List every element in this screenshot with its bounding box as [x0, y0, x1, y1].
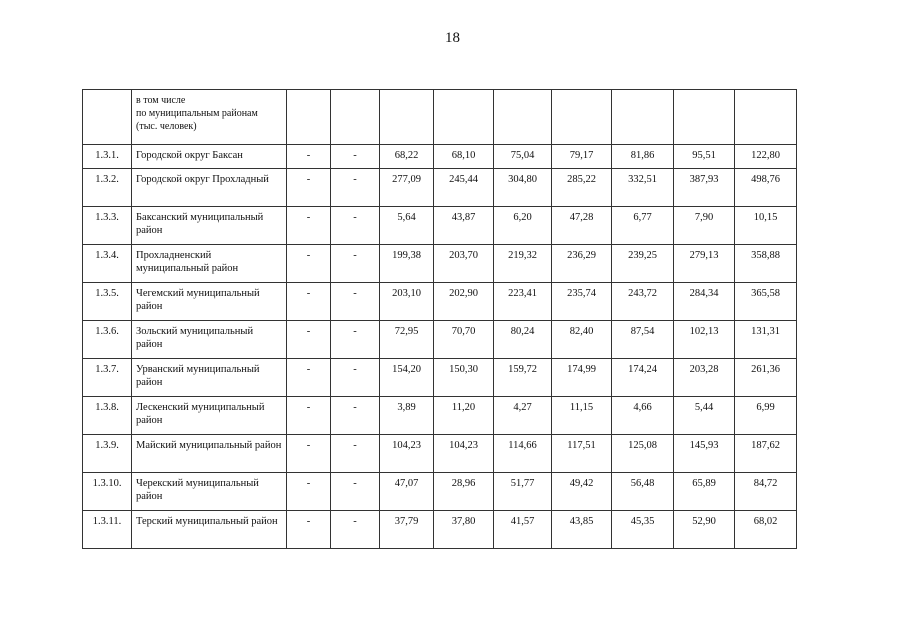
- row-value-cell: 261,36: [735, 359, 797, 397]
- row-value-cell: 122,80: [735, 145, 797, 169]
- row-value-cell: 11,15: [552, 397, 612, 435]
- table-row: [83, 283, 797, 321]
- row-value-cell: 203,28: [674, 359, 735, 397]
- row-value-cell: 84,72: [735, 473, 797, 511]
- row-value-cell: 87,54: [612, 321, 674, 359]
- row-index-cell: 1.3.10.: [83, 473, 132, 511]
- row-value-cell: 43,87: [434, 207, 494, 245]
- row-name-cell: Лескенский муниципальный район: [132, 397, 287, 435]
- table-row: [83, 207, 797, 245]
- row-value-cell: 174,24: [612, 359, 674, 397]
- table-row: [83, 359, 797, 397]
- row-value-cell: 6,99: [735, 397, 797, 435]
- row-name-cell: Майский муниципальный район: [132, 435, 287, 473]
- row-index-cell: 1.3.11.: [83, 511, 132, 549]
- row-value-cell: 187,62: [735, 435, 797, 473]
- row-value-cell: 202,90: [434, 283, 494, 321]
- row-dash-cell: -: [331, 359, 380, 397]
- header-empty-cell: [552, 90, 612, 145]
- row-value-cell: 203,70: [434, 245, 494, 283]
- row-value-cell: 68,02: [735, 511, 797, 549]
- row-value-cell: 6,77: [612, 207, 674, 245]
- row-value-cell: 47,28: [552, 207, 612, 245]
- row-dash-cell: -: [287, 435, 331, 473]
- row-dash-cell: -: [287, 397, 331, 435]
- row-dash-cell: -: [331, 245, 380, 283]
- row-value-cell: 104,23: [380, 435, 434, 473]
- row-value-cell: 5,64: [380, 207, 434, 245]
- row-index-cell: 1.3.1.: [83, 145, 132, 169]
- row-value-cell: 174,99: [552, 359, 612, 397]
- row-value-cell: 104,23: [434, 435, 494, 473]
- row-value-cell: 68,22: [380, 145, 434, 169]
- row-value-cell: 72,95: [380, 321, 434, 359]
- table-row: [83, 245, 797, 283]
- row-value-cell: 81,86: [612, 145, 674, 169]
- row-value-cell: 285,22: [552, 169, 612, 207]
- header-line: по муниципальным районам: [136, 108, 258, 119]
- row-name-cell: Черекский муниципальный район: [132, 473, 287, 511]
- table-row: [83, 435, 797, 473]
- header-empty-cell: [612, 90, 674, 145]
- row-index-cell: 1.3.8.: [83, 397, 132, 435]
- row-value-cell: 75,04: [494, 145, 552, 169]
- row-index-cell: 1.3.3.: [83, 207, 132, 245]
- row-dash-cell: -: [287, 321, 331, 359]
- table-row: [83, 145, 797, 169]
- table-row: [83, 511, 797, 549]
- row-dash-cell: -: [331, 207, 380, 245]
- header-label-cell: [132, 90, 287, 145]
- table-row: [83, 473, 797, 511]
- row-name-cell: Урванский муниципальный район: [132, 359, 287, 397]
- table-row: [83, 169, 797, 207]
- row-value-cell: 4,66: [612, 397, 674, 435]
- row-dash-cell: -: [331, 435, 380, 473]
- row-value-cell: 358,88: [735, 245, 797, 283]
- row-value-cell: 82,40: [552, 321, 612, 359]
- header-index-cell: [83, 90, 132, 145]
- row-dash-cell: -: [287, 359, 331, 397]
- row-dash-cell: -: [287, 245, 331, 283]
- row-dash-cell: -: [331, 169, 380, 207]
- table-row: [83, 321, 797, 359]
- row-value-cell: 387,93: [674, 169, 735, 207]
- row-name-cell: Терский муниципальный район: [132, 511, 287, 549]
- row-value-cell: 80,24: [494, 321, 552, 359]
- row-name-cell: Чегемский муниципальный район: [132, 283, 287, 321]
- row-dash-cell: -: [287, 283, 331, 321]
- header-empty-cell: [331, 90, 380, 145]
- page-number: 18: [445, 30, 460, 46]
- row-value-cell: 28,96: [434, 473, 494, 511]
- row-value-cell: 117,51: [552, 435, 612, 473]
- row-value-cell: 203,10: [380, 283, 434, 321]
- row-value-cell: 68,10: [434, 145, 494, 169]
- row-value-cell: 304,80: [494, 169, 552, 207]
- row-value-cell: 11,20: [434, 397, 494, 435]
- row-index-cell: 1.3.6.: [83, 321, 132, 359]
- row-value-cell: 243,72: [612, 283, 674, 321]
- row-value-cell: 279,13: [674, 245, 735, 283]
- row-value-cell: 131,31: [735, 321, 797, 359]
- row-value-cell: 125,08: [612, 435, 674, 473]
- data-table: [82, 89, 797, 549]
- row-value-cell: 70,70: [434, 321, 494, 359]
- row-value-cell: 365,58: [735, 283, 797, 321]
- row-index-cell: 1.3.4.: [83, 245, 132, 283]
- row-value-cell: 51,77: [494, 473, 552, 511]
- row-name-cell: Прохладненский муниципальный район: [132, 245, 287, 283]
- table-body: [83, 90, 797, 549]
- row-value-cell: 223,41: [494, 283, 552, 321]
- row-value-cell: 199,38: [380, 245, 434, 283]
- row-value-cell: 41,57: [494, 511, 552, 549]
- row-dash-cell: -: [331, 145, 380, 169]
- row-index-cell: 1.3.5.: [83, 283, 132, 321]
- row-name-cell: Зольский муниципальный район: [132, 321, 287, 359]
- header-empty-cell: [434, 90, 494, 145]
- row-value-cell: 52,90: [674, 511, 735, 549]
- row-dash-cell: -: [287, 207, 331, 245]
- row-dash-cell: -: [331, 283, 380, 321]
- row-value-cell: 235,74: [552, 283, 612, 321]
- row-dash-cell: -: [287, 473, 331, 511]
- row-name-cell: Городской округ Баксан: [132, 145, 287, 169]
- row-value-cell: 10,15: [735, 207, 797, 245]
- row-value-cell: 114,66: [494, 435, 552, 473]
- row-value-cell: 56,48: [612, 473, 674, 511]
- row-value-cell: 277,09: [380, 169, 434, 207]
- header-row: [83, 90, 797, 145]
- row-dash-cell: -: [331, 473, 380, 511]
- row-name-cell: Городской округ Прохладный: [132, 169, 287, 207]
- row-value-cell: 6,20: [494, 207, 552, 245]
- row-value-cell: 145,93: [674, 435, 735, 473]
- header-empty-cell: [287, 90, 331, 145]
- row-value-cell: 245,44: [434, 169, 494, 207]
- header-line: в том числе: [136, 95, 186, 106]
- row-value-cell: 37,79: [380, 511, 434, 549]
- row-value-cell: 49,42: [552, 473, 612, 511]
- row-value-cell: 79,17: [552, 145, 612, 169]
- row-dash-cell: -: [287, 145, 331, 169]
- row-index-cell: 1.3.7.: [83, 359, 132, 397]
- row-value-cell: 284,34: [674, 283, 735, 321]
- row-value-cell: 154,20: [380, 359, 434, 397]
- row-dash-cell: -: [331, 321, 380, 359]
- row-value-cell: 498,76: [735, 169, 797, 207]
- row-value-cell: 102,13: [674, 321, 735, 359]
- row-value-cell: 219,32: [494, 245, 552, 283]
- header-empty-cell: [735, 90, 797, 145]
- row-value-cell: 43,85: [552, 511, 612, 549]
- row-dash-cell: -: [331, 397, 380, 435]
- table-row: [83, 397, 797, 435]
- row-name-cell: Баксанский муниципальный район: [132, 207, 287, 245]
- row-value-cell: 47,07: [380, 473, 434, 511]
- row-value-cell: 150,30: [434, 359, 494, 397]
- row-value-cell: 65,89: [674, 473, 735, 511]
- row-value-cell: 37,80: [434, 511, 494, 549]
- header-empty-cell: [674, 90, 735, 145]
- row-dash-cell: -: [287, 511, 331, 549]
- row-value-cell: 5,44: [674, 397, 735, 435]
- header-empty-cell: [494, 90, 552, 145]
- row-dash-cell: -: [287, 169, 331, 207]
- row-value-cell: 3,89: [380, 397, 434, 435]
- row-value-cell: 159,72: [494, 359, 552, 397]
- row-value-cell: 95,51: [674, 145, 735, 169]
- row-value-cell: 332,51: [612, 169, 674, 207]
- row-value-cell: 7,90: [674, 207, 735, 245]
- row-value-cell: 239,25: [612, 245, 674, 283]
- row-value-cell: 236,29: [552, 245, 612, 283]
- header-line: (тыс. человек): [136, 121, 197, 132]
- row-value-cell: 4,27: [494, 397, 552, 435]
- header-empty-cell: [380, 90, 434, 145]
- row-dash-cell: -: [331, 511, 380, 549]
- row-value-cell: 45,35: [612, 511, 674, 549]
- row-index-cell: 1.3.2.: [83, 169, 132, 207]
- row-index-cell: 1.3.9.: [83, 435, 132, 473]
